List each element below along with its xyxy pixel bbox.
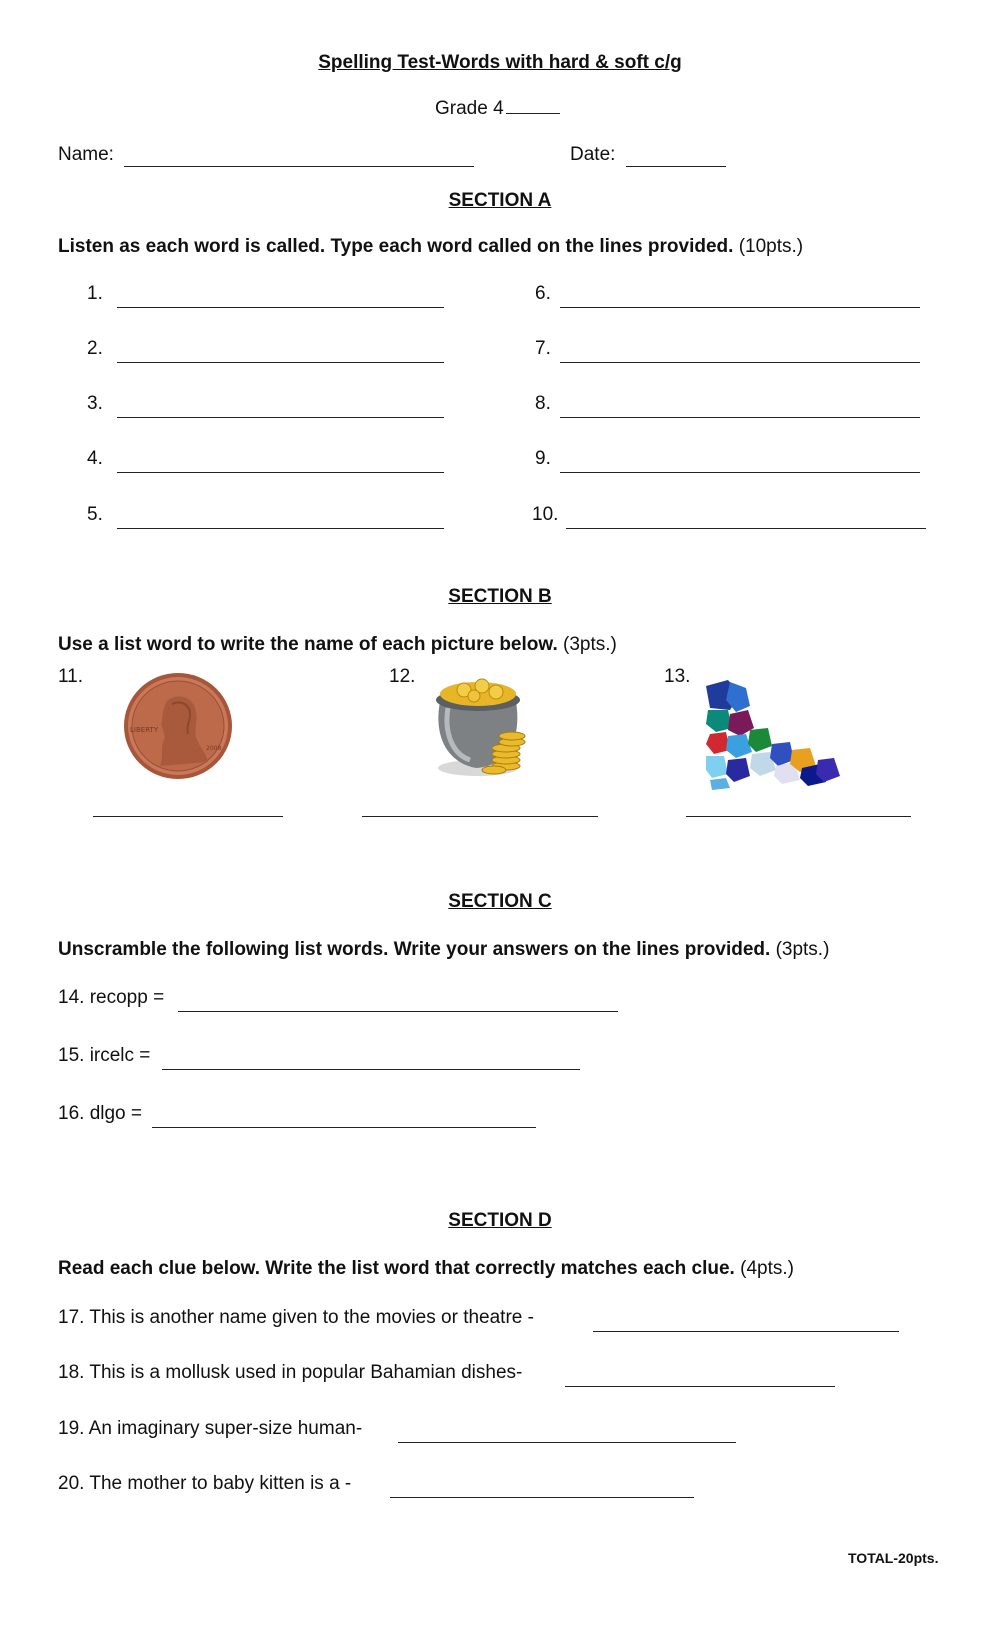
- item-number: 7.: [535, 338, 551, 359]
- picture-answer-line-13[interactable]: [686, 816, 911, 817]
- section-d-instruction: Read each clue below. Write the list word that correctly matches each clue. (4pts.): [58, 1258, 794, 1279]
- answer-line-4[interactable]: [117, 472, 444, 473]
- picture-answer-line-12[interactable]: [362, 816, 598, 817]
- item-number: 9.: [535, 448, 551, 469]
- answer-line-8[interactable]: [560, 417, 920, 418]
- section-b-heading: SECTION B: [448, 586, 552, 607]
- svg-text:LIBERTY: LIBERTY: [130, 726, 159, 734]
- item-number: 5.: [87, 504, 103, 525]
- item-number: 2.: [87, 338, 103, 359]
- picture-answer-line-11[interactable]: [93, 816, 283, 817]
- grade-label: Grade 4: [435, 98, 560, 120]
- answer-line-3[interactable]: [117, 417, 444, 418]
- answer-line-2[interactable]: [117, 362, 444, 363]
- scramble-answer-line-16[interactable]: [152, 1127, 536, 1128]
- item-number: 11.: [58, 666, 84, 687]
- svg-text:2008: 2008: [206, 745, 222, 752]
- clue-item-17: 17. This is another name given to the movies or theatre -: [58, 1307, 534, 1328]
- item-number: 8.: [535, 393, 551, 414]
- item-number: 10.: [532, 504, 559, 525]
- answer-line-6[interactable]: [560, 307, 920, 308]
- name-field[interactable]: [124, 166, 474, 167]
- clue-item-18: 18. This is a mollusk used in popular Bahamian dishes-: [58, 1362, 523, 1383]
- clue-item-20: 20. The mother to baby kitten is a -: [58, 1473, 352, 1494]
- section-a-instruction: Listen as each word is called. Type each word called on the lines provided. (10pts.): [58, 236, 804, 257]
- page-title: Spelling Test-Words with hard & soft c/g: [318, 52, 682, 73]
- item-number: 4.: [87, 448, 103, 469]
- answer-line-1[interactable]: [117, 307, 444, 308]
- scramble-item-16: 16. dlgo =: [58, 1103, 142, 1124]
- item-number: 13.: [664, 666, 691, 687]
- section-a-heading: SECTION A: [448, 190, 552, 211]
- item-number: 1.: [87, 283, 103, 304]
- section-c-instruction: Unscramble the following list words. Write your answers on the lines provided. (3pts.): [58, 939, 830, 960]
- answer-line-9[interactable]: [560, 472, 920, 473]
- item-number: 3.: [87, 393, 103, 414]
- date-field[interactable]: [626, 166, 726, 167]
- scramble-answer-line-14[interactable]: [178, 1011, 618, 1012]
- section-c-heading: SECTION C: [448, 891, 552, 912]
- clue-answer-line-18[interactable]: [565, 1386, 835, 1387]
- name-label: Name:: [58, 144, 114, 165]
- item-number: 6.: [535, 283, 551, 304]
- gemstones-icon: [706, 680, 846, 790]
- item-number: 12.: [389, 666, 416, 687]
- section-b-instruction: Use a list word to write the name of each picture below. (3pts.): [58, 634, 617, 655]
- clue-answer-line-20[interactable]: [390, 1497, 694, 1498]
- clue-answer-line-17[interactable]: [593, 1331, 899, 1332]
- section-d-heading: SECTION D: [448, 1210, 552, 1231]
- scramble-item-14: 14. recopp =: [58, 987, 165, 1008]
- penny-coin-icon: [120, 670, 240, 785]
- total-points: TOTAL-20pts.: [848, 1550, 939, 1566]
- scramble-item-15: 15. ircelc =: [58, 1045, 151, 1066]
- pot-of-gold-icon: [430, 672, 540, 787]
- clue-answer-line-19[interactable]: [398, 1442, 736, 1443]
- date-label: Date:: [570, 144, 616, 165]
- clue-item-19: 19. An imaginary super-size human-: [58, 1418, 363, 1439]
- answer-line-5[interactable]: [117, 528, 444, 529]
- answer-line-7[interactable]: [560, 362, 920, 363]
- scramble-answer-line-15[interactable]: [162, 1069, 580, 1070]
- answer-line-10[interactable]: [566, 528, 926, 529]
